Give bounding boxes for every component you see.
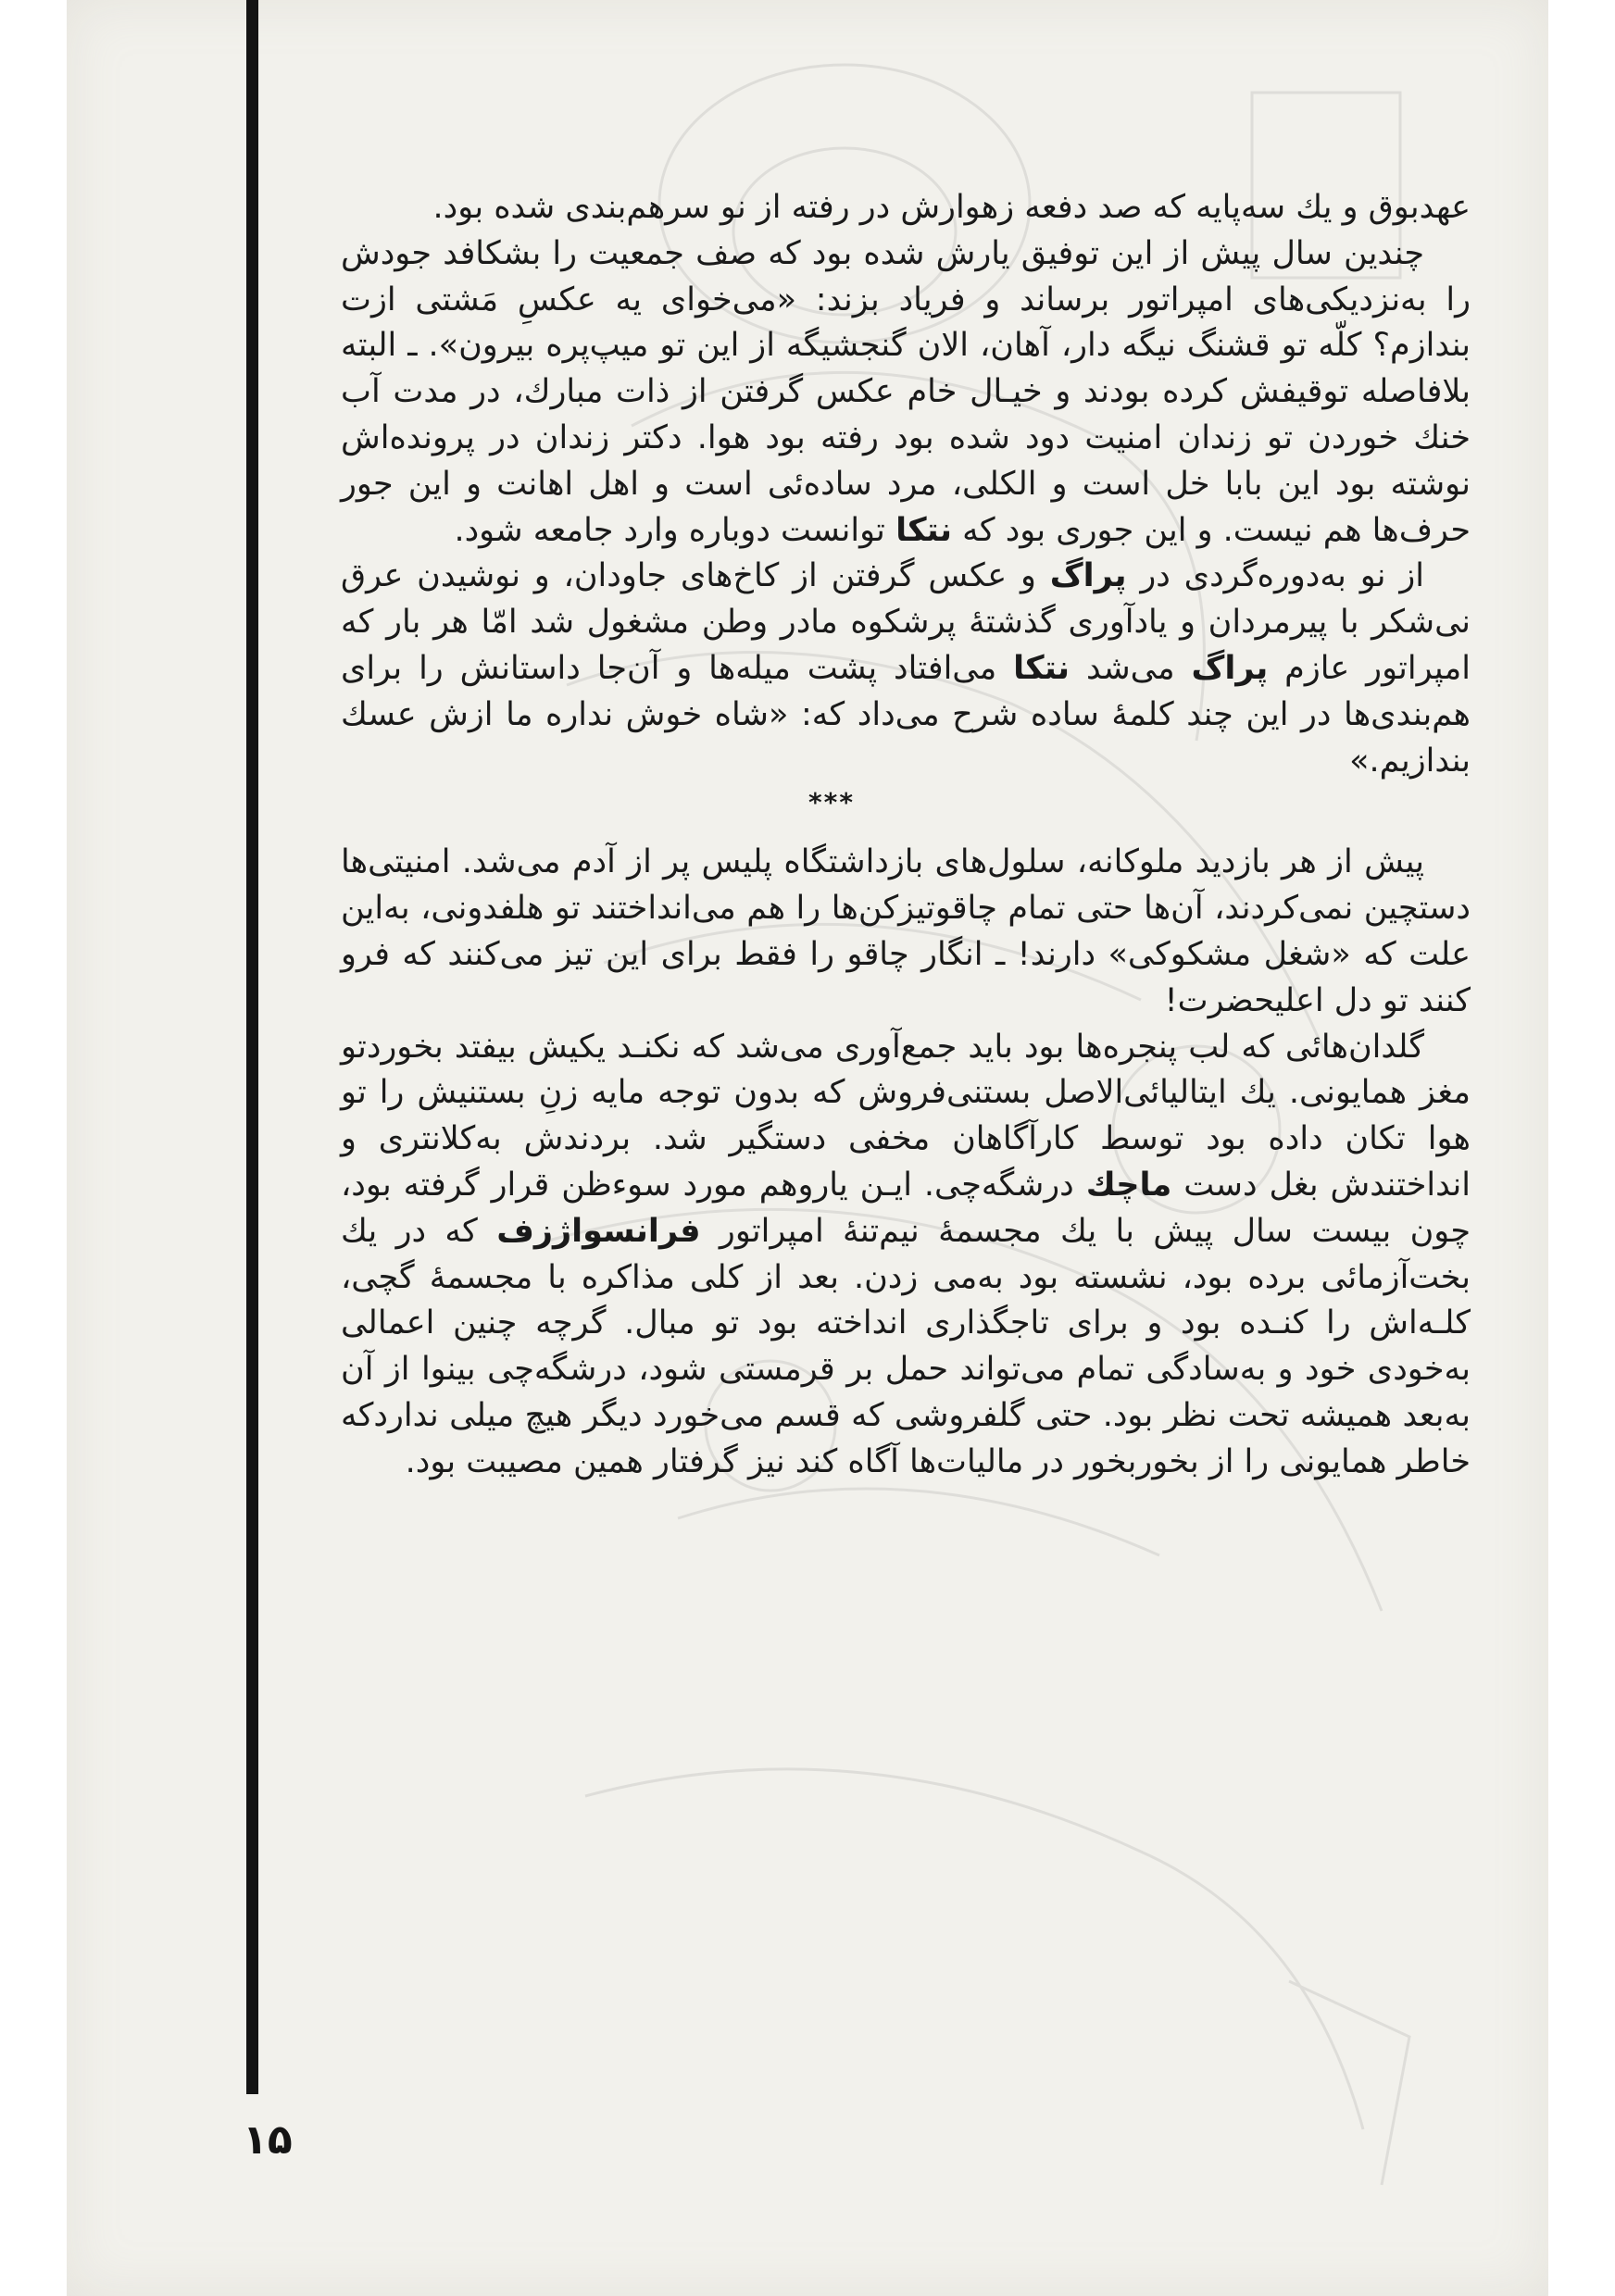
- paragraph-text: توانست دوباره وارد جامعه شود.: [454, 511, 885, 549]
- paragraph-text: که در یك بخت‌آزمائی برده بود، نشسته بود به‌می زدن. بعد از کلی مذاکره با مجسمهٔ گچی، کلـه‌اش را کنـده بود و برای تاجگذاری انداخته بود تو مبال. گرچه چنین اعمالی به‌خودی خود و به‌سادگی تمام می‌تواند حمل بر قرمستی شود، درشگه‌چی بینوا از آن به‌بعد همیشه تحت نظر بود. حتی گلفروشی که قسم می‌خورد دیگر هیچ میلی ندارد‌که خاطر همایونی را از بخوربخور در مالیات‌ها آگاه کند نیز گرفتار همین مصیبت بود.: [341, 1212, 1471, 1480]
- bold-name-machek: ماچك: [1085, 1166, 1172, 1204]
- paragraph-text: درشگه‌چی. ایـن یاروهم مورد سوءظن قرار گرفته بود، چون بیست سال پیش با یك مجسمهٔ نیم‌تنهٔ امپراتور: [341, 1166, 1471, 1250]
- bold-place-prague: پراگ: [1049, 557, 1127, 595]
- bold-place-prague: پراگ: [1191, 649, 1269, 687]
- paragraph-text: چندین سال پیش از این توفیق یارش شده بود که صف جمعیت را بشکافد جودش را به‌نزدیکی‌های امپراتور برساند و فریاد بزند: «می‌خوای یه عکسِ مَشتی ازت بندازم؟ کلّه تو قشنگ نیگه دار، آهان، الان گنجشیگه از این تو میپ‌پره بیرون». ـ البته بلافاصله توقیفش کرده بودند و خیـال خام عکس گرفتن از ذات مبارك، در مدت آب خنك خوردن تو زندان امنیت دود شده بود رفته بود هوا. دکتر زندان در پرونده‌اش نوشته بود این بابا خل است و الکلی، مرد ساده‌ئی است و اهل اهانت و این جور حرف‌ها هم نیست. و این جوری بود که: [341, 234, 1471, 549]
- paragraph-text: گلدان‌هائی که لب پنجره‌ها بود باید جمع‌آوری می‌شد که نکنـد یکیش بیفتد بخوردتو مغز همایونی. یك ایتالیائی‌الاصل بستنی‌فروش که بدون توجه مایه زنِ بستنیش را تو هوا تکان داده بود توسط کارآگاهان مخفی دستگیر شد. بردندش به‌کلانتری و انداختندش بغل دست: [341, 1028, 1471, 1204]
- paragraph-1: [341, 185, 1471, 231]
- section-separator: ***: [808, 787, 855, 818]
- paragraph-text: پیش از هر بازدید ملوکانه، سلول‌های بازداشتگاه پلیس پر از آدم می‌شد. امنیتی‌ها دستچین نمی‌کردند، آن‌ها حتی تمام چاقوتیزکن‌ها را هم می‌انداختند تو هلفدونی، به‌این علت که «شغل مشکوکی» دارند! ـ انگار چاقو را فقط برای این تیز می‌کنند که فرو کنند تو دل اعلیحضرت!: [341, 843, 1471, 1019]
- paragraph-4: [341, 840, 1471, 1024]
- paragraph-3: [341, 554, 1471, 784]
- paragraph-text: از نو به‌دوره‌گردی در: [1140, 557, 1424, 595]
- bold-name-franz-joseph: فرانسواژزف: [496, 1212, 701, 1250]
- page-number: ۱۵: [243, 2116, 293, 2164]
- paragraph-5: [341, 1025, 1471, 1486]
- body-text: [341, 185, 1471, 1486]
- paragraph-text: می‌افتاد پشت میله‌ها و آن‌جا داستانش را برای هم‌بندی‌ها در این چند کلمهٔ ساده شرح می‌داد که: «شاه خوش نداره ما ازش عسك بندازیم.»: [341, 649, 1471, 780]
- paragraph-text: عهدبوق و یك سه‌پایه که صد دفعه زهوارش در رفته از نو سرهم‌بندی شده بود.: [432, 189, 1471, 226]
- margin-vertical-rule: [246, 0, 258, 2094]
- page-sheet: [67, 0, 1548, 2296]
- bold-name-netka: نتکا: [895, 511, 952, 549]
- paragraph-2: [341, 231, 1471, 555]
- paragraph-text: می‌شد: [1085, 649, 1175, 687]
- paragraph-text: و عکس گرفتن از کاخ‌های جاودان، و نوشیدن عرق نی‌شکر با پیرمردان و یادآوری گذشتهٔ پرشکوه مادر وطن مشغول شد امّا هر بار که امپراتور عازم: [341, 557, 1471, 687]
- bold-name-netka: نتکا: [1013, 649, 1070, 687]
